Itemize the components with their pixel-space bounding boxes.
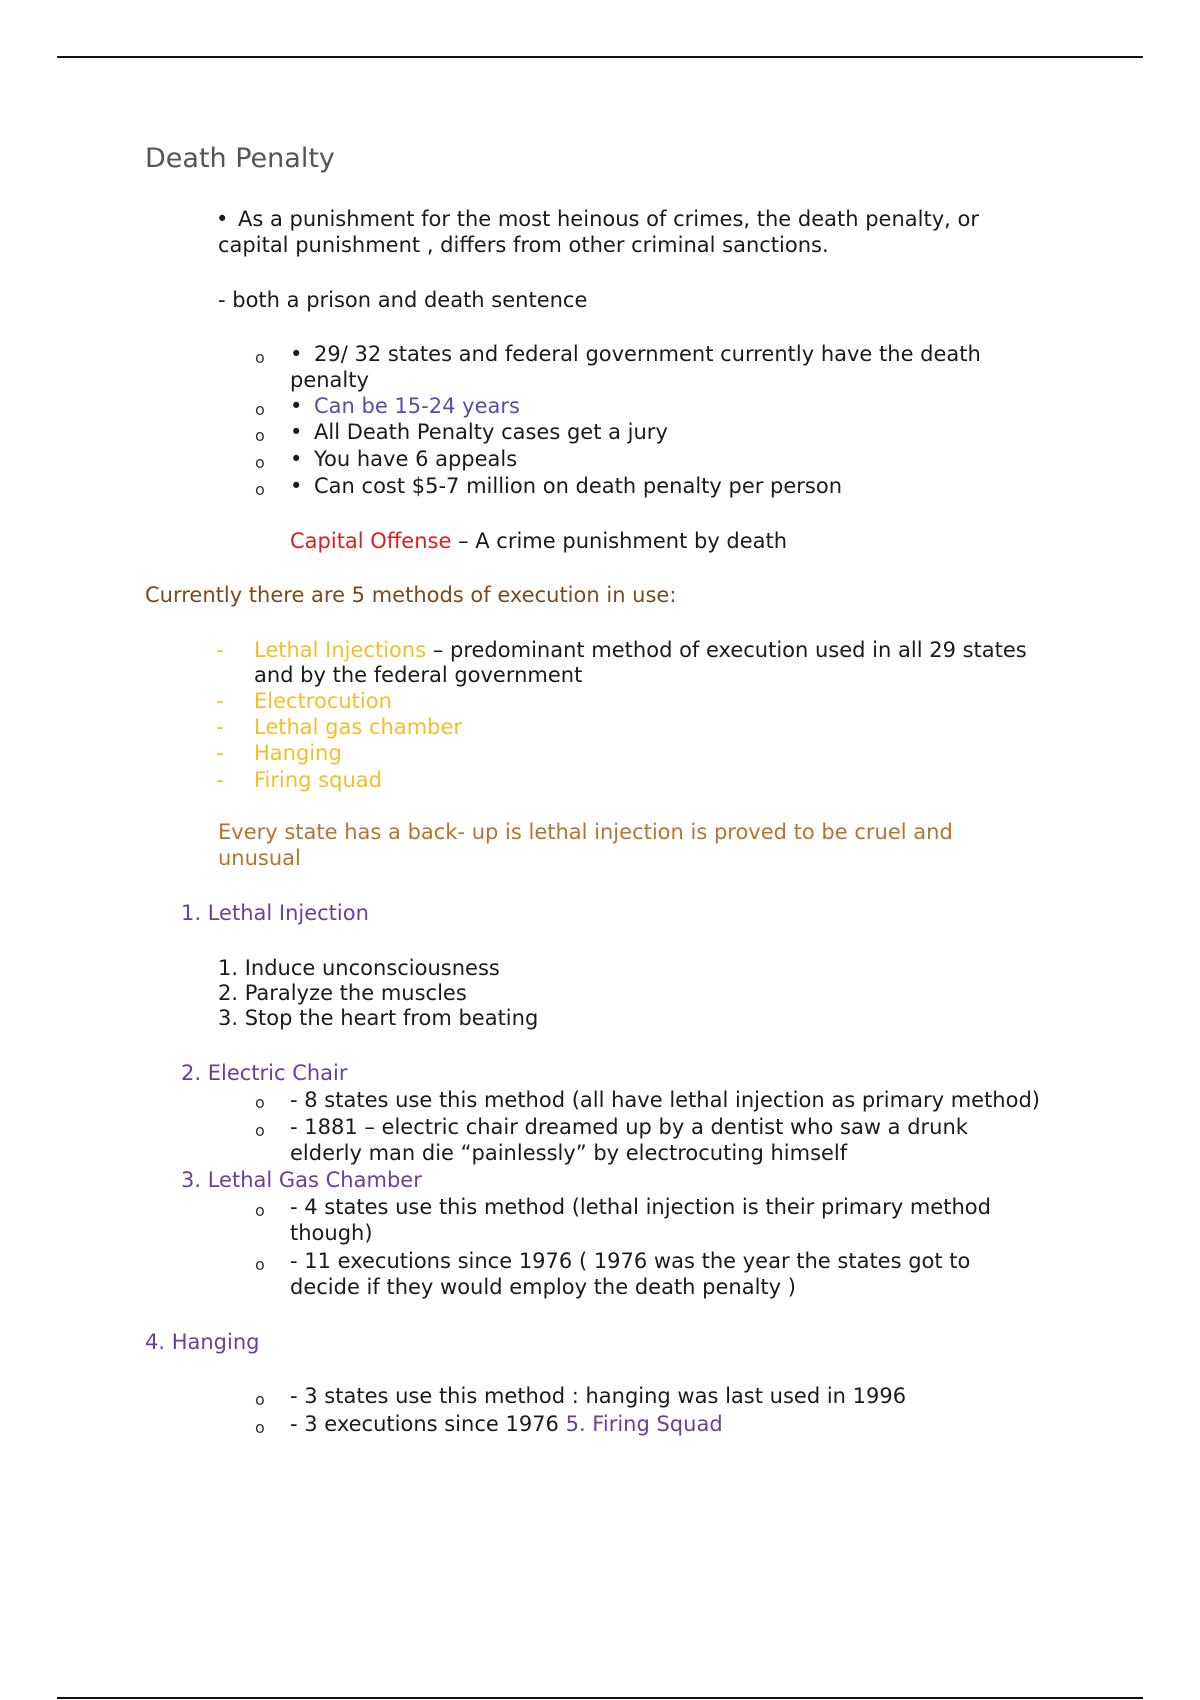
method-item: Electrocution xyxy=(254,689,392,713)
method-desc: – predominant method of execution used in all 29 states xyxy=(426,638,1027,662)
injection-step: 3. Stop the heart from beating xyxy=(218,1006,539,1030)
bullet-icon: • xyxy=(290,474,303,498)
fact-text: You have 6 appeals xyxy=(314,447,518,471)
page-title: Death Penalty xyxy=(145,143,335,174)
dash-icon: - xyxy=(216,689,224,713)
fact-item xyxy=(290,419,668,445)
circle-bullet-icon: o xyxy=(255,480,265,499)
bullet-icon: • xyxy=(290,342,303,366)
circle-bullet-icon: o xyxy=(255,1121,265,1140)
method-item xyxy=(254,637,1027,663)
lethal-injection-heading: 1. Lethal Injection xyxy=(181,901,369,925)
circle-bullet-icon: o xyxy=(255,400,265,419)
fact-text: All Death Penalty cases get a jury xyxy=(314,420,668,444)
dash-icon: - xyxy=(216,638,224,662)
capital-offense-term: Capital Offense xyxy=(290,529,452,553)
intro-bullet: • xyxy=(216,207,229,231)
fact-item xyxy=(290,473,842,499)
injection-step: 1. Induce unconsciousness xyxy=(218,956,500,980)
bottom-rule xyxy=(57,1697,1143,1699)
circle-bullet-icon: o xyxy=(255,1418,265,1437)
intro-paragraph: As a punishment for the most heinous of crimes, the death penalty, or capital punishment , differs from other criminal sanctions. xyxy=(218,207,979,257)
dash-icon: - xyxy=(216,715,224,739)
gas-chamber-heading: 3. Lethal Gas Chamber xyxy=(181,1168,422,1192)
method-item: Firing squad xyxy=(254,768,382,792)
method-item: Hanging xyxy=(254,741,342,765)
circle-bullet-icon: o xyxy=(255,1201,265,1220)
both-sentence: - both a prison and death sentence xyxy=(218,288,588,312)
fact-text: Can cost $5-7 million on death penalty per person xyxy=(314,474,843,498)
capital-offense-text: – A crime punishment by death xyxy=(451,529,788,553)
gas-chamber-point: - 4 states use this method (lethal injection is their primary method though) xyxy=(290,1195,991,1245)
fact-item xyxy=(290,446,517,472)
bullet-icon: • xyxy=(290,394,303,418)
circle-bullet-icon: o xyxy=(255,1093,265,1112)
methods-heading: Currently there are 5 methods of execution in use: xyxy=(145,583,677,607)
circle-bullet-icon: o xyxy=(255,348,265,367)
firing-squad-heading: 5. Firing Squad xyxy=(565,1412,723,1436)
method-name: Lethal Injections xyxy=(254,638,427,662)
electric-chair-point: - 1881 – electric chair dreamed up by a dentist who saw a drunk elderly man die “painlessly” by electrocuting himself xyxy=(290,1115,968,1165)
dash-icon: - xyxy=(216,741,224,765)
backup-note: Every state has a back- up is lethal injection is proved to be cruel and unusual xyxy=(218,820,953,870)
circle-bullet-icon: o xyxy=(255,1255,265,1274)
circle-bullet-icon: o xyxy=(255,426,265,445)
method-item: Lethal gas chamber xyxy=(254,715,463,739)
circle-bullet-icon: o xyxy=(255,453,265,472)
hanging-heading: 4. Hanging xyxy=(145,1330,260,1354)
top-rule xyxy=(57,56,1143,58)
fact-text: Can be 15-24 years xyxy=(314,394,520,418)
fact-text: 29/ 32 states and federal government currently have the death penalty xyxy=(290,342,981,392)
electric-chair-point: - 8 states use this method (all have lethal injection as primary method) xyxy=(290,1088,1040,1112)
gas-chamber-point: - 11 executions since 1976 ( 1976 was the year the states got to decide if they would employ the death penalty ) xyxy=(290,1249,971,1299)
electric-chair-heading: 2. Electric Chair xyxy=(181,1061,348,1085)
injection-step: 2. Paralyze the muscles xyxy=(218,981,467,1005)
dash-icon: - xyxy=(216,768,224,792)
bullet-icon: • xyxy=(290,447,303,471)
bullet-icon: • xyxy=(290,420,303,444)
capital-offense-definition xyxy=(290,528,787,554)
fact-item xyxy=(290,393,520,419)
hanging-point: - 3 states use this method : hanging was last used in 1996 xyxy=(290,1384,907,1408)
hanging-point xyxy=(290,1411,723,1437)
method-item-continued: and by the federal government xyxy=(254,663,583,687)
fact-item xyxy=(290,341,1050,393)
circle-bullet-icon: o xyxy=(255,1390,265,1409)
hanging-point-text: - 3 executions since 1976 xyxy=(290,1412,566,1436)
